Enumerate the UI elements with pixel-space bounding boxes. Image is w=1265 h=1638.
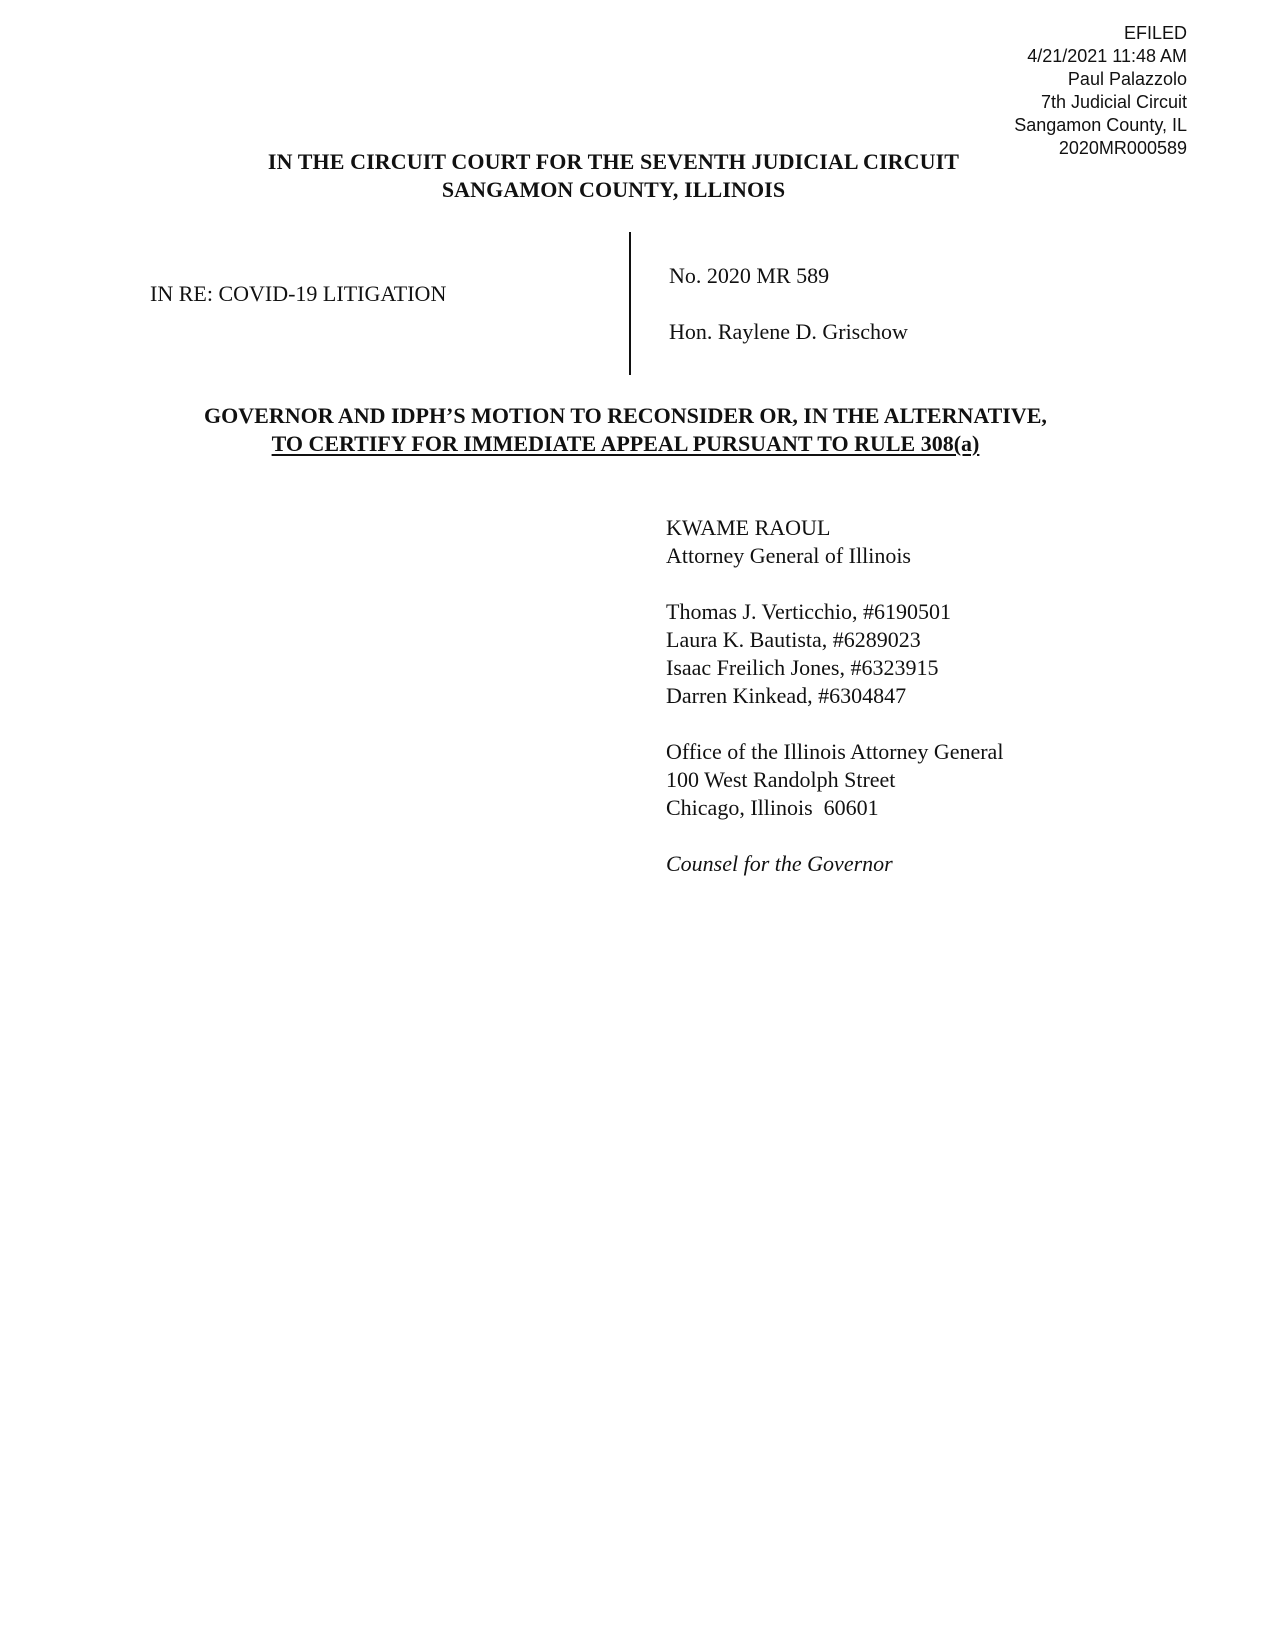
efile-datetime: 4/21/2021 11:48 AM <box>1027 46 1187 66</box>
office-name: Office of the Illinois Attorney General <box>666 739 1004 764</box>
motion-title-line1: GOVERNOR AND IDPH’S MOTION TO RECONSIDER OR, IN THE ALTERNATIVE, <box>204 403 1047 428</box>
attorney-item: Thomas J. Verticchio, #6190501 <box>666 599 951 624</box>
judge-name: Hon. Raylene D. Grischow <box>669 319 908 344</box>
attorney-list <box>666 598 1003 710</box>
office-street: 100 West Randolph Street <box>666 767 896 792</box>
efile-county: Sangamon County, IL <box>1014 115 1187 135</box>
counsel-block <box>666 514 1003 878</box>
efile-stamp <box>1014 22 1187 160</box>
office-address <box>666 738 1003 822</box>
attorney-item: Isaac Freilich Jones, #6323915 <box>666 655 939 680</box>
case-number: No. 2020 MR 589 <box>669 263 830 288</box>
efile-case-id: 2020MR000589 <box>1058 138 1187 158</box>
counsel-role: Counsel for the Governor <box>666 851 893 876</box>
efile-status: EFILED <box>1123 23 1187 43</box>
efile-clerk: Paul Palazzolo <box>1067 69 1187 89</box>
caption-divider <box>629 232 631 375</box>
case-in-re: IN RE: COVID-19 LITIGATION <box>150 281 447 306</box>
attorney-item: Laura K. Bautista, #6289023 <box>666 627 921 652</box>
efile-circuit: 7th Judicial Circuit <box>1040 92 1187 112</box>
court-name: IN THE CIRCUIT COURT FOR THE SEVENTH JUDICIAL CIRCUIT <box>267 149 960 174</box>
motion-title-line2: TO CERTIFY FOR IMMEDIATE APPEAL PURSUANT TO RULE 308(a) <box>271 431 980 456</box>
attorney-item: Darren Kinkead, #6304847 <box>666 683 907 708</box>
attorney-general <box>666 514 1003 570</box>
attorney-general-title: Attorney General of Illinois <box>666 543 911 568</box>
office-city: Chicago, Illinois 60601 <box>666 795 879 820</box>
attorney-general-name: KWAME RAOUL <box>666 515 831 540</box>
motion-title <box>0 402 1265 458</box>
court-county: SANGAMON COUNTY, ILLINOIS <box>441 177 786 202</box>
court-caption <box>0 148 1265 204</box>
